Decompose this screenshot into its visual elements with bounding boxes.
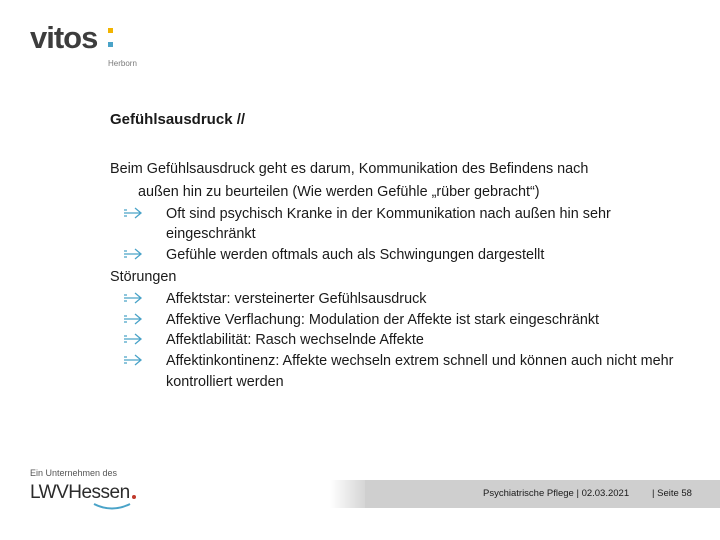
list-item-text: Gefühle werden oftmals auch als Schwingungen dargestellt [166, 247, 545, 264]
vitos-logo [30, 20, 160, 72]
logo-wordmark: vitos [30, 20, 98, 55]
intro-line-1: Beim Gefühlsausdruck geht es darum, Kommunikation des Befindens nach [110, 161, 589, 177]
logo-dot-blue [108, 42, 113, 47]
logo-swoosh-icon [92, 501, 132, 511]
slide-body [110, 158, 685, 393]
list-item [110, 351, 685, 393]
list-item [110, 330, 685, 351]
list-item [110, 204, 685, 246]
arrow-right-icon [123, 206, 145, 220]
arrow-right-icon [123, 312, 145, 326]
footer-text: Psychiatrische Pflege | 02.03.2021 [483, 488, 630, 499]
footer-fade [330, 480, 370, 508]
logo-colon-dots [108, 28, 113, 56]
arrow-right-icon [123, 247, 145, 261]
arrow-right-icon [123, 332, 145, 346]
list-item-text: Affektive Verflachung: Modulation der Affekte ist stark eingeschränkt [166, 311, 600, 328]
lwv-logo-dot [132, 495, 136, 499]
list-item [110, 310, 685, 331]
list-item [110, 245, 685, 266]
page-number: | Seite 58 [652, 488, 692, 499]
section-heading: Störungen [110, 268, 177, 285]
list-item-text: Affektstar: versteinerter Gefühlsausdruck [166, 290, 427, 307]
list-item [110, 289, 685, 310]
lwv-logo-name: LWVHessen [30, 482, 130, 503]
arrow-right-icon [123, 291, 145, 305]
lwv-hessen-logo [30, 468, 150, 516]
logo-subtitle: Herborn [108, 59, 137, 68]
list-item-text: Oft sind psychisch Kranke in der Kommunikation nach außen hin sehr eingeschränkt [166, 205, 611, 243]
slide-title: Gefühlsausdruck // [110, 111, 246, 128]
list-item-text: Affektinkontinenz: Affekte wechseln extrem schnell und können auch nicht mehr kontrolliert werden [166, 353, 674, 390]
lwv-logo-subtitle: Ein Unternehmen des [30, 468, 118, 478]
lwv-logo-wordmark [30, 482, 150, 504]
intro-line-2: außen hin zu beurteilen (Wie werden Gefühle „rüber gebracht“) [138, 183, 540, 200]
arrow-right-icon [123, 353, 145, 367]
logo-dot-yellow [108, 28, 113, 33]
list-item-text: Affektlabilität: Rasch wechselnde Affekte [166, 332, 424, 349]
